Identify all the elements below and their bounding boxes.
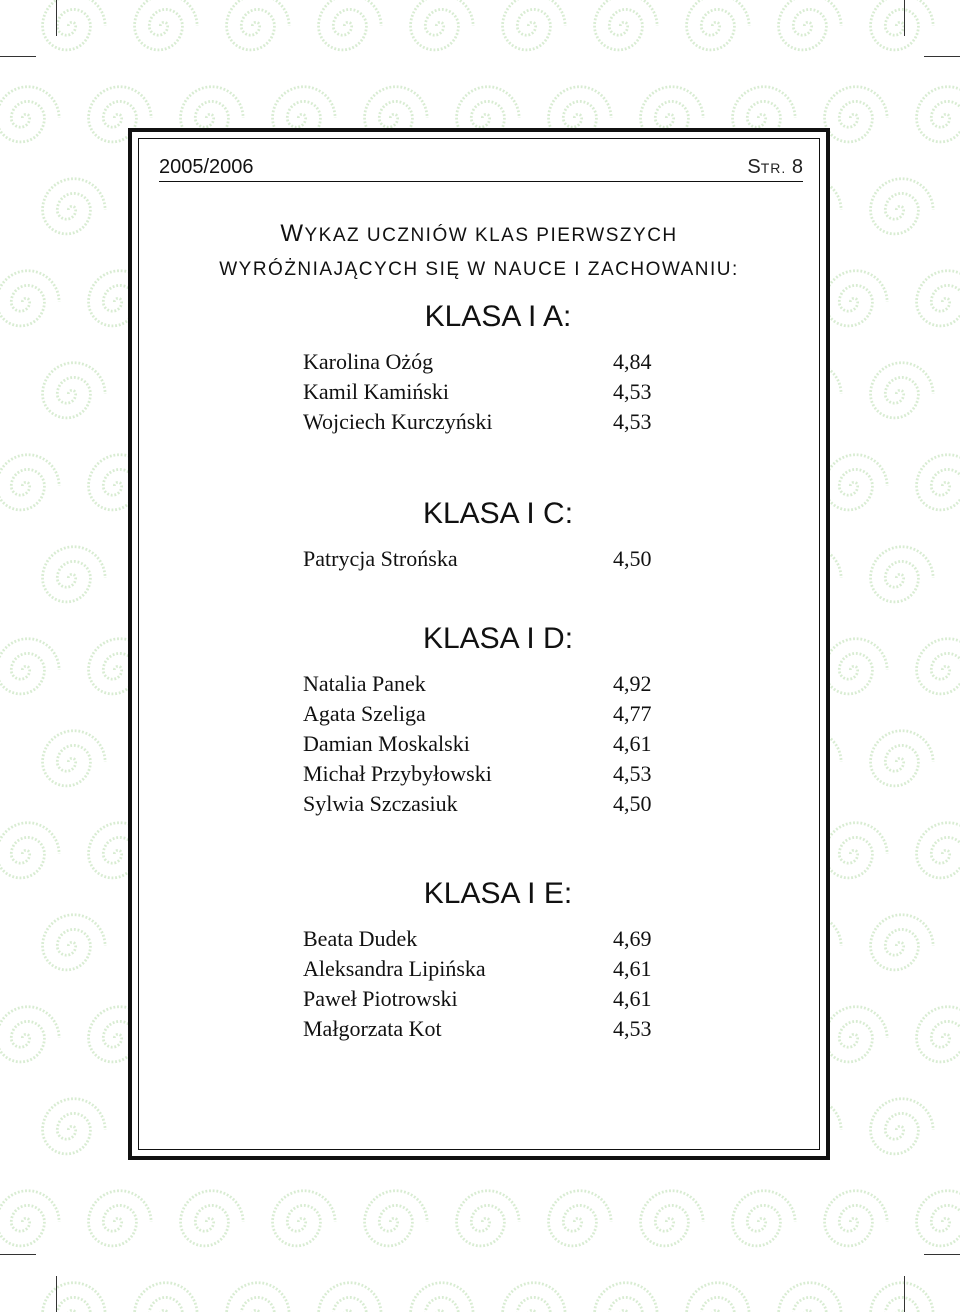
student-name: Aleksandra Lipińska (303, 956, 486, 981)
crop-mark (0, 1254, 36, 1255)
swirl-ornament (825, 1191, 888, 1246)
swirl-ornament (917, 1007, 960, 1062)
swirl-ornament (779, 0, 842, 50)
student-grade: 4,61 (613, 986, 652, 1011)
swirl-ornament (411, 0, 474, 50)
swirl-ornament (43, 363, 106, 418)
crop-mark (56, 1276, 57, 1312)
swirl-ornament (227, 0, 290, 50)
swirl-ornament (917, 87, 960, 142)
title-line-1 (139, 217, 819, 253)
page-prefix-rest: TR. (760, 160, 787, 176)
student-row (303, 954, 663, 984)
swirl-ornament (825, 271, 888, 326)
swirl-ornament (641, 1191, 704, 1246)
student-row (303, 407, 663, 437)
page-frame (128, 128, 830, 1160)
title-line-1-rest: YKAZ UCZNIÓW KLAS PIERWSZYCH (304, 225, 678, 246)
header-year: 2005/2006 (159, 156, 254, 178)
swirl-ornament (871, 179, 934, 234)
crop-mark (904, 0, 905, 36)
student-row (303, 924, 663, 954)
swirl-ornament (319, 0, 382, 50)
swirl-ornament (43, 547, 106, 602)
class-section-a (303, 297, 663, 437)
swirl-ornament (917, 639, 960, 694)
swirl-ornament (0, 1007, 59, 1062)
student-name: Patrycja Strońska (303, 546, 458, 571)
swirl-ornament (411, 1283, 474, 1312)
student-name: Małgorzata Kot (303, 1016, 442, 1041)
student-row (303, 544, 663, 574)
student-grade: 4,84 (613, 349, 652, 374)
crop-mark (924, 56, 960, 57)
swirl-ornament (825, 639, 888, 694)
swirl-ornament (825, 823, 888, 878)
swirl-ornament (43, 915, 106, 970)
student-grade: 4,50 (613, 791, 652, 816)
swirl-ornament (0, 455, 59, 510)
swirl-ornament (871, 1099, 934, 1154)
student-grade: 4,53 (613, 409, 652, 434)
swirl-ornament (43, 1099, 106, 1154)
swirl-ornament (89, 1191, 152, 1246)
student-grade: 4,92 (613, 671, 652, 696)
swirl-ornament (0, 271, 59, 326)
swirl-ornament (0, 639, 59, 694)
swirl-ornament (0, 823, 59, 878)
student-row (303, 699, 663, 729)
student-name: Sylwia Szczasiuk (303, 791, 458, 816)
crop-mark (924, 1254, 960, 1255)
class-heading: KLASA I E: (423, 877, 573, 910)
page-frame-inner (138, 138, 820, 1150)
swirl-ornament (319, 1283, 382, 1312)
student-name: Paweł Piotrowski (303, 986, 458, 1011)
student-grade: 4,69 (613, 926, 652, 951)
swirl-ornament (135, 0, 198, 50)
student-row (303, 1014, 663, 1044)
swirl-ornament (825, 1007, 888, 1062)
student-row (303, 759, 663, 789)
swirl-ornament (871, 915, 934, 970)
swirl-ornament (779, 1283, 842, 1312)
student-name: Kamil Kamiński (303, 379, 450, 404)
student-name: Beata Dudek (303, 926, 418, 951)
student-row (303, 347, 663, 377)
page-prefix-initial: S (747, 156, 761, 178)
student-grade: 4,53 (613, 379, 652, 404)
swirl-ornament (43, 179, 106, 234)
student-grade: 4,53 (613, 761, 652, 786)
swirl-ornament (43, 731, 106, 786)
swirl-ornament (227, 1283, 290, 1312)
swirl-ornament (871, 0, 934, 50)
swirl-ornament (917, 455, 960, 510)
swirl-ornament (181, 1191, 244, 1246)
swirl-ornament (43, 1283, 106, 1312)
student-name: Michał Przybyłowski (303, 761, 492, 786)
student-row (303, 984, 663, 1014)
title-initial: W (280, 220, 305, 247)
student-name: Natalia Panek (303, 671, 426, 696)
student-name: Agata Szeliga (303, 701, 426, 726)
student-name: Karolina Ożóg (303, 349, 434, 374)
student-grade: 4,50 (613, 546, 652, 571)
swirl-ornament (503, 1283, 566, 1312)
student-grade: 4,61 (613, 731, 652, 756)
document-title (139, 217, 819, 287)
swirl-ornament (825, 455, 888, 510)
swirl-ornament (687, 1283, 750, 1312)
student-row (303, 729, 663, 759)
page-number: 8 (791, 156, 803, 178)
class-section-e (303, 874, 663, 1044)
swirl-ornament (917, 1191, 960, 1246)
crop-mark (0, 56, 36, 57)
swirl-ornament (733, 1191, 796, 1246)
class-section-c (303, 494, 663, 574)
running-header (159, 155, 803, 182)
student-row (303, 789, 663, 819)
student-grade: 4,53 (613, 1016, 652, 1041)
swirl-ornament (457, 1191, 520, 1246)
student-grade: 4,61 (613, 956, 652, 981)
swirl-ornament (917, 271, 960, 326)
swirl-ornament (871, 1283, 934, 1312)
swirl-ornament (917, 823, 960, 878)
student-row (303, 377, 663, 407)
class-section-d (303, 619, 663, 819)
swirl-ornament (273, 1191, 336, 1246)
swirl-ornament (595, 0, 658, 50)
student-grade: 4,77 (613, 701, 652, 726)
swirl-ornament (871, 363, 934, 418)
swirl-ornament (549, 1191, 612, 1246)
swirl-ornament (0, 1191, 59, 1246)
swirl-ornament (825, 87, 888, 142)
class-heading: KLASA I D: (422, 622, 574, 655)
crop-mark (904, 1276, 905, 1312)
title-line-2: WYRÓŻNIAJĄCYCH SIĘ W NAUCE I ZACHOWANIU: (219, 259, 739, 280)
swirl-ornament (871, 731, 934, 786)
class-heading: KLASA I A: (424, 300, 572, 333)
swirl-ornament (43, 0, 106, 50)
student-row (303, 669, 663, 699)
student-name: Wojciech Kurczyński (303, 409, 493, 434)
swirl-ornament (871, 547, 934, 602)
student-name: Damian Moskalski (303, 731, 470, 756)
swirl-ornament (0, 87, 59, 142)
swirl-ornament (595, 1283, 658, 1312)
swirl-ornament (365, 1191, 428, 1246)
swirl-ornament (687, 0, 750, 50)
swirl-ornament (503, 0, 566, 50)
swirl-ornament (135, 1283, 198, 1312)
header-page-label (747, 156, 803, 179)
crop-mark (56, 0, 57, 36)
class-heading: KLASA I C: (422, 497, 574, 530)
